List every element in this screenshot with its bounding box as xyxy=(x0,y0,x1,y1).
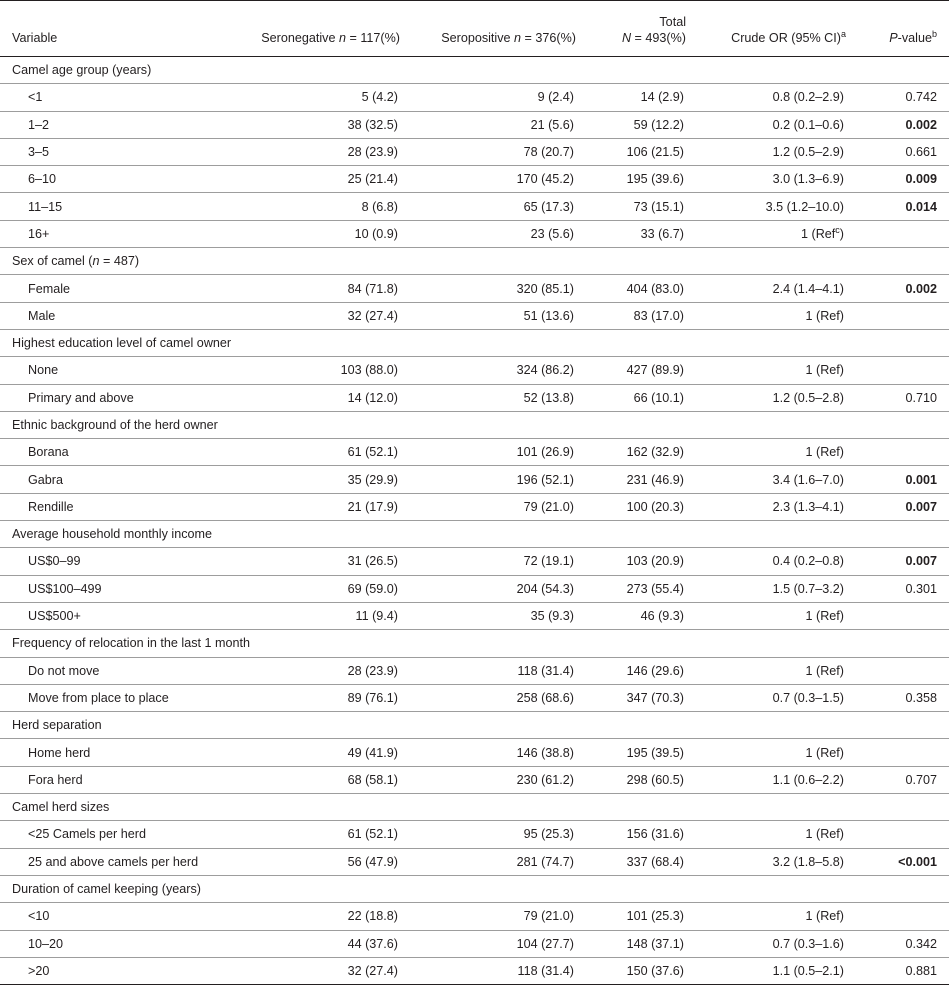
table-row xyxy=(0,739,949,766)
group-row xyxy=(0,57,949,84)
cell-crude-or: 0.7 (0.3–1.5) xyxy=(692,684,852,711)
cell-total: 106 (21.5) xyxy=(582,138,692,165)
table-row xyxy=(0,903,949,930)
table-row xyxy=(0,684,949,711)
cell-p-value: 0.002 xyxy=(852,111,949,138)
cell-seronegative: 25 (21.4) xyxy=(230,166,406,193)
cell-p-value: 0.007 xyxy=(852,548,949,575)
cell-crude-or: 1 (Ref$^c$) xyxy=(692,220,852,247)
cell-variable: <25 Camels per herd xyxy=(0,821,230,848)
cell-seropositive: 65 (17.3) xyxy=(406,193,582,220)
cell-seronegative: 103 (88.0) xyxy=(230,357,406,384)
cell-seronegative: 10 (0.9) xyxy=(230,220,406,247)
cell-total: 14 (2.9) xyxy=(582,84,692,111)
cell-seronegative: 56 (47.9) xyxy=(230,848,406,875)
cell-crude-or: 1.2 (0.5–2.8) xyxy=(692,384,852,411)
cell-variable: <1 xyxy=(0,84,230,111)
cell-p-value xyxy=(852,739,949,766)
cell-variable: Move from place to place xyxy=(0,684,230,711)
cell-seronegative: 14 (12.0) xyxy=(230,384,406,411)
cell-total: 73 (15.1) xyxy=(582,193,692,220)
group-label: Camel herd sizes xyxy=(0,794,949,821)
cell-total: 59 (12.2) xyxy=(582,111,692,138)
cell-seropositive: 79 (21.0) xyxy=(406,903,582,930)
cell-crude-or: 0.2 (0.1–0.6) xyxy=(692,111,852,138)
table-row xyxy=(0,766,949,793)
cell-seropositive: 146 (38.8) xyxy=(406,739,582,766)
cell-total: 195 (39.5) xyxy=(582,739,692,766)
cell-crude-or: 1 (Ref) xyxy=(692,302,852,329)
header-seronegative: Seronegative n = 117(%) xyxy=(230,1,406,57)
cell-variable: 10–20 xyxy=(0,930,230,957)
cell-p-value: 0.009 xyxy=(852,166,949,193)
table-row xyxy=(0,220,949,247)
cell-crude-or: 1.1 (0.6–2.2) xyxy=(692,766,852,793)
cell-seronegative: 32 (27.4) xyxy=(230,957,406,984)
table-row xyxy=(0,302,949,329)
cell-p-value: 0.358 xyxy=(852,684,949,711)
cell-variable: Primary and above xyxy=(0,384,230,411)
cell-total: 100 (20.3) xyxy=(582,493,692,520)
cell-variable: <10 xyxy=(0,903,230,930)
group-label: Camel age group (years) xyxy=(0,57,949,84)
cell-variable: 1–2 xyxy=(0,111,230,138)
header-crude-or: Crude OR (95% CI)$^a$ xyxy=(692,1,852,57)
cell-seronegative: 69 (59.0) xyxy=(230,575,406,602)
table-row xyxy=(0,493,949,520)
cell-seropositive: 52 (13.8) xyxy=(406,384,582,411)
cell-total: 148 (37.1) xyxy=(582,930,692,957)
group-label: Average household monthly income xyxy=(0,521,949,548)
cell-crude-or: 1.2 (0.5–2.9) xyxy=(692,138,852,165)
cell-variable: 16+ xyxy=(0,220,230,247)
group-label: Herd separation xyxy=(0,712,949,739)
table-row xyxy=(0,166,949,193)
cell-crude-or: 1 (Ref) xyxy=(692,903,852,930)
cell-crude-or: 1 (Ref) xyxy=(692,357,852,384)
group-row xyxy=(0,329,949,356)
cell-p-value xyxy=(852,903,949,930)
cell-p-value xyxy=(852,657,949,684)
cell-p-value: 0.742 xyxy=(852,84,949,111)
table-row xyxy=(0,439,949,466)
cell-seronegative: 44 (37.6) xyxy=(230,930,406,957)
cell-seronegative: 38 (32.5) xyxy=(230,111,406,138)
cell-p-value: 0.007 xyxy=(852,493,949,520)
group-row xyxy=(0,875,949,902)
table-body xyxy=(0,57,949,985)
cell-p-value xyxy=(852,602,949,629)
table-row xyxy=(0,111,949,138)
cell-seropositive: 170 (45.2) xyxy=(406,166,582,193)
cell-seropositive: 51 (13.6) xyxy=(406,302,582,329)
cell-total: 427 (89.9) xyxy=(582,357,692,384)
cell-p-value: 0.002 xyxy=(852,275,949,302)
header-seropositive: Seropositive n = 376(%) xyxy=(406,1,582,57)
cell-total: 298 (60.5) xyxy=(582,766,692,793)
cell-seropositive: 281 (74.7) xyxy=(406,848,582,875)
cell-seropositive: 78 (20.7) xyxy=(406,138,582,165)
cell-variable: 6–10 xyxy=(0,166,230,193)
table-row xyxy=(0,275,949,302)
header-variable: Variable xyxy=(0,1,230,57)
cell-crude-or: 1 (Ref) xyxy=(692,657,852,684)
cell-p-value xyxy=(852,220,949,247)
header-row xyxy=(0,1,949,57)
cell-seropositive: 79 (21.0) xyxy=(406,493,582,520)
table-row xyxy=(0,602,949,629)
cell-total: 66 (10.1) xyxy=(582,384,692,411)
cell-crude-or: 3.5 (1.2–10.0) xyxy=(692,193,852,220)
table-row xyxy=(0,848,949,875)
cell-crude-or: 2.3 (1.3–4.1) xyxy=(692,493,852,520)
cell-variable: 11–15 xyxy=(0,193,230,220)
cell-crude-or: 1 (Ref) xyxy=(692,739,852,766)
cell-variable: US$100–499 xyxy=(0,575,230,602)
table-row xyxy=(0,466,949,493)
group-label: Highest education level of camel owner xyxy=(0,329,949,356)
cell-seronegative: 8 (6.8) xyxy=(230,193,406,220)
cell-seropositive: 72 (19.1) xyxy=(406,548,582,575)
cell-total: 195 (39.6) xyxy=(582,166,692,193)
cell-total: 46 (9.3) xyxy=(582,602,692,629)
cell-seropositive: 258 (68.6) xyxy=(406,684,582,711)
table-row xyxy=(0,821,949,848)
cell-seropositive: 230 (61.2) xyxy=(406,766,582,793)
cell-seropositive: 104 (27.7) xyxy=(406,930,582,957)
cell-seropositive: 118 (31.4) xyxy=(406,957,582,984)
cell-crude-or: 3.2 (1.8–5.8) xyxy=(692,848,852,875)
cell-p-value: 0.707 xyxy=(852,766,949,793)
cell-variable: Borana xyxy=(0,439,230,466)
cell-seronegative: 5 (4.2) xyxy=(230,84,406,111)
cell-crude-or: 1.5 (0.7–3.2) xyxy=(692,575,852,602)
cell-total: 83 (17.0) xyxy=(582,302,692,329)
cell-seronegative: 89 (76.1) xyxy=(230,684,406,711)
cell-crude-or: 3.0 (1.3–6.9) xyxy=(692,166,852,193)
cell-crude-or: 3.4 (1.6–7.0) xyxy=(692,466,852,493)
cell-seronegative: 22 (18.8) xyxy=(230,903,406,930)
group-row xyxy=(0,794,949,821)
table-row xyxy=(0,657,949,684)
cell-total: 33 (6.7) xyxy=(582,220,692,247)
cell-variable: None xyxy=(0,357,230,384)
cell-variable: Gabra xyxy=(0,466,230,493)
cell-seronegative: 32 (27.4) xyxy=(230,302,406,329)
cell-seropositive: 35 (9.3) xyxy=(406,602,582,629)
cell-seropositive: 95 (25.3) xyxy=(406,821,582,848)
header-p-value: P-value$^b$ xyxy=(852,1,949,57)
cell-seronegative: 61 (52.1) xyxy=(230,821,406,848)
cell-p-value: 0.881 xyxy=(852,957,949,984)
group-label: Sex of camel (n = 487) xyxy=(0,248,949,275)
group-label: Frequency of relocation in the last 1 month xyxy=(0,630,949,657)
table-row xyxy=(0,357,949,384)
cell-crude-or: 1 (Ref) xyxy=(692,439,852,466)
cell-p-value xyxy=(852,357,949,384)
cell-seropositive: 204 (54.3) xyxy=(406,575,582,602)
cell-p-value: 0.014 xyxy=(852,193,949,220)
table-row xyxy=(0,548,949,575)
cell-seronegative: 61 (52.1) xyxy=(230,439,406,466)
cell-total: 231 (46.9) xyxy=(582,466,692,493)
cell-seronegative: 28 (23.9) xyxy=(230,657,406,684)
cell-variable: Female xyxy=(0,275,230,302)
table-row xyxy=(0,84,949,111)
cell-crude-or: 2.4 (1.4–4.1) xyxy=(692,275,852,302)
cell-seronegative: 11 (9.4) xyxy=(230,602,406,629)
cell-variable: US$0–99 xyxy=(0,548,230,575)
cell-seropositive: 9 (2.4) xyxy=(406,84,582,111)
cell-seronegative: 31 (26.5) xyxy=(230,548,406,575)
cell-p-value xyxy=(852,821,949,848)
cell-variable: US$500+ xyxy=(0,602,230,629)
cell-variable: >20 xyxy=(0,957,230,984)
cell-seropositive: 320 (85.1) xyxy=(406,275,582,302)
cell-seropositive: 196 (52.1) xyxy=(406,466,582,493)
table-row xyxy=(0,957,949,984)
cell-seronegative: 49 (41.9) xyxy=(230,739,406,766)
cell-p-value: 0.661 xyxy=(852,138,949,165)
cell-crude-or: 1 (Ref) xyxy=(692,821,852,848)
group-row xyxy=(0,248,949,275)
cell-total: 156 (31.6) xyxy=(582,821,692,848)
cell-variable: Home herd xyxy=(0,739,230,766)
cell-p-value: <0.001 xyxy=(852,848,949,875)
cell-crude-or: 0.4 (0.2–0.8) xyxy=(692,548,852,575)
cell-p-value: 0.301 xyxy=(852,575,949,602)
table-row xyxy=(0,138,949,165)
cell-crude-or: 0.7 (0.3–1.6) xyxy=(692,930,852,957)
cell-variable: 3–5 xyxy=(0,138,230,165)
group-row xyxy=(0,712,949,739)
cell-seronegative: 35 (29.9) xyxy=(230,466,406,493)
cell-seropositive: 324 (86.2) xyxy=(406,357,582,384)
cell-variable: Do not move xyxy=(0,657,230,684)
group-row xyxy=(0,630,949,657)
cell-p-value: 0.001 xyxy=(852,466,949,493)
cell-variable: Male xyxy=(0,302,230,329)
group-label: Duration of camel keeping (years) xyxy=(0,875,949,902)
cell-total: 101 (25.3) xyxy=(582,903,692,930)
cell-variable: Fora herd xyxy=(0,766,230,793)
group-label: Ethnic background of the herd owner xyxy=(0,411,949,438)
cell-seropositive: 118 (31.4) xyxy=(406,657,582,684)
table-row xyxy=(0,930,949,957)
group-row xyxy=(0,521,949,548)
cell-crude-or: 1 (Ref) xyxy=(692,602,852,629)
cell-seronegative: 84 (71.8) xyxy=(230,275,406,302)
cell-variable: 25 and above camels per herd xyxy=(0,848,230,875)
cell-total: 337 (68.4) xyxy=(582,848,692,875)
cell-total: 162 (32.9) xyxy=(582,439,692,466)
cell-p-value xyxy=(852,302,949,329)
table-row xyxy=(0,193,949,220)
cell-total: 150 (37.6) xyxy=(582,957,692,984)
cell-variable: Rendille xyxy=(0,493,230,520)
cell-crude-or: 0.8 (0.2–2.9) xyxy=(692,84,852,111)
cell-seropositive: 101 (26.9) xyxy=(406,439,582,466)
cell-seropositive: 21 (5.6) xyxy=(406,111,582,138)
cell-total: 273 (55.4) xyxy=(582,575,692,602)
cell-crude-or: 1.1 (0.5–2.1) xyxy=(692,957,852,984)
cell-p-value: 0.710 xyxy=(852,384,949,411)
table-row xyxy=(0,575,949,602)
cell-total: 404 (83.0) xyxy=(582,275,692,302)
cell-seronegative: 21 (17.9) xyxy=(230,493,406,520)
cell-total: 347 (70.3) xyxy=(582,684,692,711)
cell-seronegative: 28 (23.9) xyxy=(230,138,406,165)
cell-p-value xyxy=(852,439,949,466)
group-row xyxy=(0,411,949,438)
cell-p-value: 0.342 xyxy=(852,930,949,957)
cell-seropositive: 23 (5.6) xyxy=(406,220,582,247)
cell-seronegative: 68 (58.1) xyxy=(230,766,406,793)
header-total: Total N = 493(%) xyxy=(582,1,692,57)
cell-total: 146 (29.6) xyxy=(582,657,692,684)
cell-total: 103 (20.9) xyxy=(582,548,692,575)
table-row xyxy=(0,384,949,411)
